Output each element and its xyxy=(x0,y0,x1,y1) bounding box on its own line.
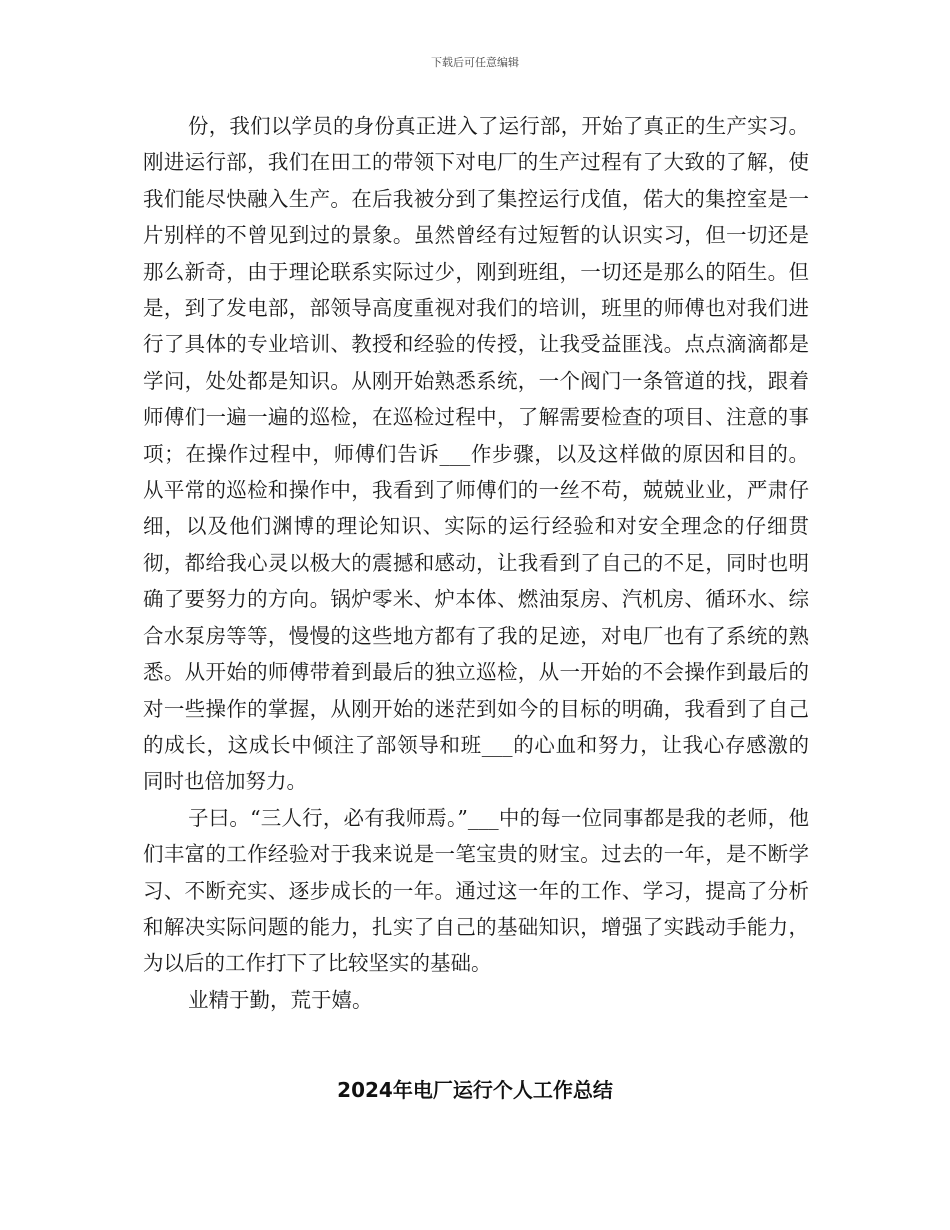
paragraph-3: 业精于勤，荒于嬉。 xyxy=(188,987,373,1012)
section-title: 2024年电厂运行个人工作总结 xyxy=(337,1078,613,1102)
document-body xyxy=(143,108,809,1018)
paragraph-2: 子曰。“三人行，必有我师焉。”___中的每一位同事都是我的老师，他们丰富的工作经验对于我来说是一笔宝贵的财宝。过去的一年，是不断学习、不断充实、逐步成长的一年。通过这一年的工作、学习，提高了分析和解决实际问题的能力，扎实了自己的基础知识，增强了实践动手能力，为以后的工作打下了比较坚实的基础。 xyxy=(143,805,809,976)
paragraph-1: 份，我们以学员的身份真正进入了运行部，开始了真正的生产实习。刚进运行部，我们在田工的带领下对电厂的生产过程有了大致的了解，使我们能尽快融入生产。在后我被分到了集控运行戊值，偌大的集控室是一片别样的不曾见到过的景象。虽然曾经有过短暂的认识实习，但一切还是那么新奇，由于理论联系实际过少，刚到班组，一切还是那么的陌生。但是，到了发电部，部领导高度重视对我们的培训，班里的师傅也对我们进行了具体的专业培训、教授和经验的传授，让我受益匪浅。点点滴滴都是学问，处处都是知识。从刚开始熟悉系统，一个阀门一条管道的找，跟着师傅们一遍一遍的巡检，在巡检过程中，了解需要检查的项目、注意的事项；在操作过程中，师傅们告诉___作步骤，以及这样做的原因和目的。从平常的巡检和操作中，我看到了师傅们的一丝不苟，兢兢业业，严肃仔细，以及他们渊博的理论知识、实际的运行经验和对安全理念的仔细贯彻，都给我心灵以极大的震撼和感动，让我看到了自己的不足，同时也明确了要努力的方向。锅炉零米、炉本体、燃油泵房、汽机房、循环水、综合水泵房等等，慢慢的这些地方都有了我的足迹，对电厂也有了系统的熟悉。从开始的师傅带着到最后的独立巡检，从一开始的不会操作到最后的对一些操作的掌握，从刚开始的迷茫到如今的目标的明确，我看到了自己的成长，这成长中倾注了部领导和班___的心血和努力，让我心存感激的同时也倍加努力。 xyxy=(143,114,809,794)
page-header: 下载后可任意编辑 xyxy=(431,56,519,69)
